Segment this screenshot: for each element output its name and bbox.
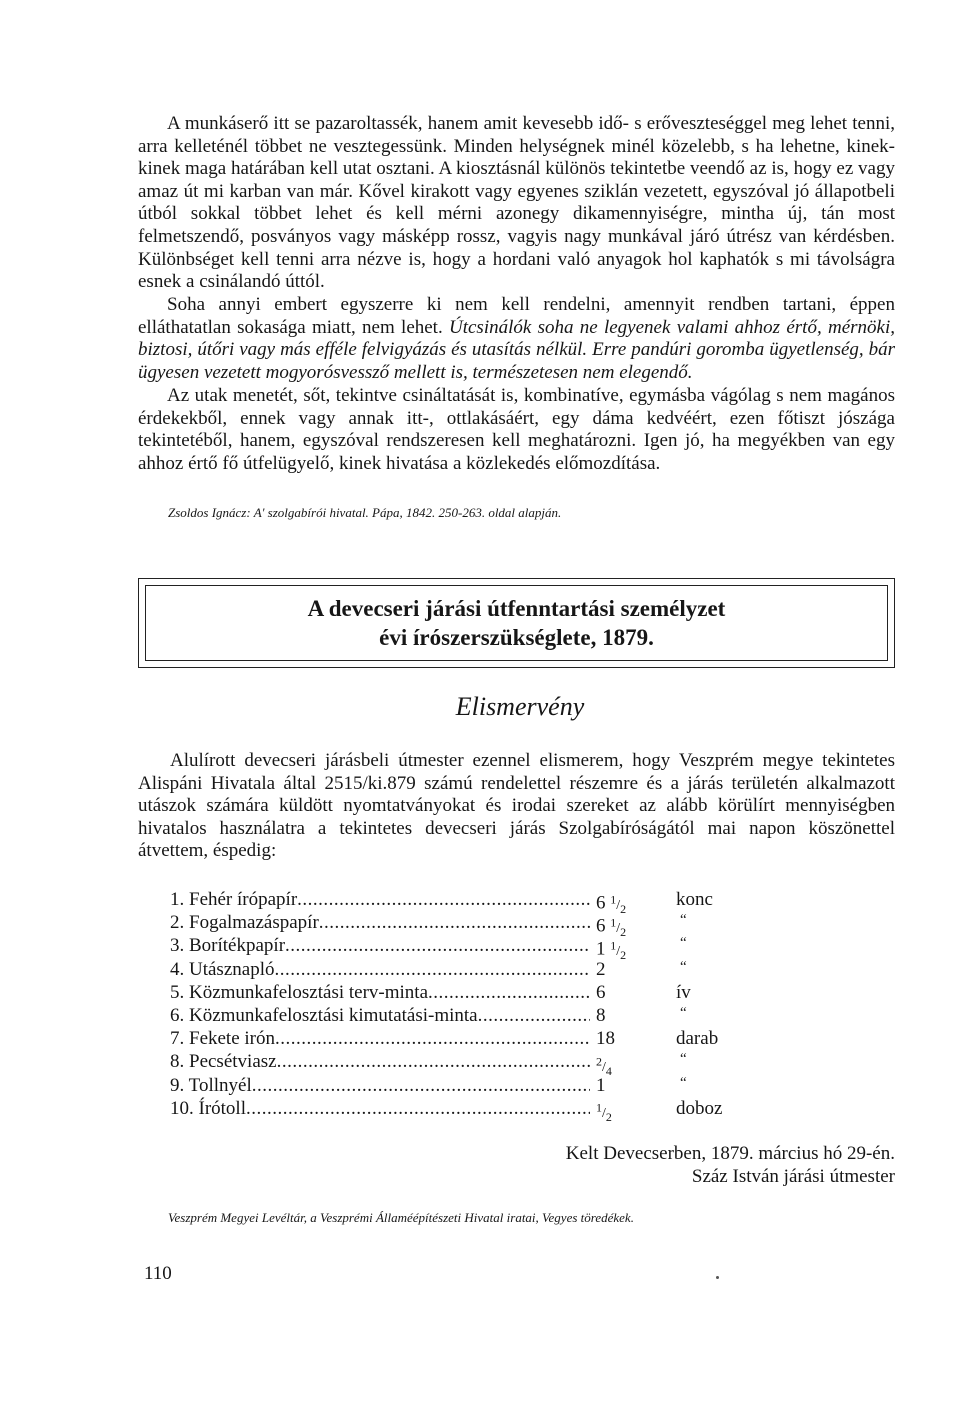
list-item (170, 911, 770, 939)
item-quantity: $^2/_4$ (596, 1054, 612, 1078)
intro-paragraph-2-italic: Útcsinálók soha ne legyenek valami ahhoz értő, mérnöki, biztosi, útőri vagy más efféle felvigyázás és utasítás nélkül. Erre pandúri goromba ügyetlenség, bár ügyesen vezetett mogyorósvessző mellett is, természetesen nem elegendő. (138, 316, 895, 383)
item-name: 4. Utásznapló ..... (170, 958, 590, 981)
list-item (170, 958, 770, 981)
list-item (170, 1050, 770, 1078)
list-item (170, 934, 770, 962)
place-date: Kelt Devecserben, 1879. március hó 29-én. (565, 1143, 895, 1164)
intro-paragraph-3: Az utak menetét, sőt, tekintve csináltatását is, kombinatíve, egymásba vágólag s nem magános érdekekből, ennek vagy annak itt-, ottlakásáért, egy dáma kedvéért, ezen főtiszt jószága tekintetéből, hanem, egyszóval rendszeresen kell meghatározni. Igen jó, ha megyékben van egy ahhoz értő fő útfelügyelő, kinek hivatása a közlekedés előmozdítása. (138, 385, 895, 474)
signature: Száz István járási útmester (691, 1166, 895, 1187)
title-box (138, 578, 895, 668)
intro-paragraph-2-text: Soha annyi embert egyszerre ki nem kell rendelni, amennyit rendben tartani, éppen elláthatatlan sokasága miatt, nem lehet. (138, 294, 895, 338)
archive-citation: Veszprém Megyei Levéltár, a Veszprémi Államéépítészeti Hivatal iratai, Vegyes töredékek. (168, 1210, 634, 1225)
item-unit: “ (680, 1004, 687, 1021)
source-citation: Zsoldos Ignácz: A' szolgabírói hivatal. Pápa, 1842. 250-263. oldal alapján. (168, 505, 562, 520)
signoff (566, 1142, 895, 1188)
title-line-1: A devecseri járási útfenntartási személyzet (307, 596, 726, 621)
item-list (170, 888, 770, 1125)
item-name: 2. Fogalmazáspapír ..... (170, 911, 590, 934)
title-line-2: évi írószerszükséglete, 1879. (379, 625, 654, 650)
item-unit: “ (680, 958, 687, 975)
document-heading: Elismervény (455, 692, 585, 721)
list-item (170, 981, 770, 1004)
item-unit: “ (680, 1074, 687, 1091)
print-speck (716, 1276, 719, 1279)
item-unit: ív (676, 981, 691, 1003)
item-quantity: 2 (596, 958, 606, 980)
item-quantity: $^1/_2$ (596, 1100, 612, 1125)
item-name: 3. Borítékpapír ..... (170, 934, 590, 957)
item-unit: doboz (676, 1097, 723, 1119)
list-item (170, 1097, 770, 1125)
item-unit: konc (676, 889, 713, 910)
item-name: 1. Fehér írópapír ..... (170, 888, 590, 911)
item-quantity: 8 (596, 1004, 606, 1026)
item-name: 9. Tollnyél ..... (170, 1074, 590, 1097)
title-box-inner (145, 585, 888, 661)
item-unit: “ (680, 912, 687, 929)
intro-paragraph-1-text: A munkáserő itt se pazaroltassék, hanem amit kevesebb idő- s erőveszteséggel meg lehet tenni, arra kelleténél többet ne vesztegessünk. Minden helységnek minél közelebb, s ha lehetne, kinek-kinek maga határában kell utat osztani. A kiosztásnál különös tekintetbe veendő az is, hogy ez vagy amaz út mi karban van már. Kővel kirakott vagy egyenes sziklán vezetett, egyszóval jó állapotbeli útból sokkal többet lehet és kell mérni azonegy dikamennyiségre, mintha új, tán most felmetszendő, posványos vagy másképp rossz, vagyis nagy munkával járó útrész van kérdésben. Különbséget kell tenni arra nézve is, hogy a hordani való anyagok hol kaphatók s mi távolságra esnek a csinálandó úttól. (138, 113, 895, 293)
item-quantity: 6 $^1/_2$ (596, 892, 627, 916)
page-number: 110 (144, 1263, 172, 1284)
item-quantity: 6 $^1/_2$ (596, 915, 627, 939)
item-name: 10. Írótoll ..... (170, 1097, 590, 1120)
item-name: 8. Pecsétviasz ..... (170, 1050, 590, 1073)
item-unit: “ (680, 935, 687, 952)
item-name: 7. Fekete irón ..... (170, 1027, 590, 1050)
list-item (170, 1027, 770, 1050)
item-quantity: 1 (596, 1074, 606, 1096)
item-unit: darab (676, 1028, 719, 1050)
list-item (170, 888, 770, 916)
item-name: 6. Közmunkafelosztási kimutatási-minta ..... (170, 1004, 590, 1027)
intro-paragraph-1 (138, 113, 895, 294)
item-quantity: 1 $^1/_2$ (596, 938, 627, 962)
document-body: Alulírott devecseri járásbeli útmester ezennel elismerem, hogy Veszprém megye tekintetes Alispáni Hivatala által 2515/ki.879 számú rendelettel részemre és a járás területén alkalmazott utászok számára küldött nyomtatványokat és irodai szereket az alább körülírt mennyiségben hivatalos használatra a tekintetes devecseri járás Szolgabíróságától mai napon köszönettel átvettem, éspedig: (138, 750, 895, 862)
item-quantity: 18 (596, 1028, 615, 1050)
intro-paragraph-2 (138, 294, 895, 384)
list-item (170, 1074, 770, 1097)
list-item (170, 1004, 770, 1027)
item-quantity: 6 (596, 981, 606, 1003)
item-unit: “ (680, 1051, 687, 1068)
item-name: 5. Közmunkafelosztási terv-minta ..... (170, 981, 590, 1004)
